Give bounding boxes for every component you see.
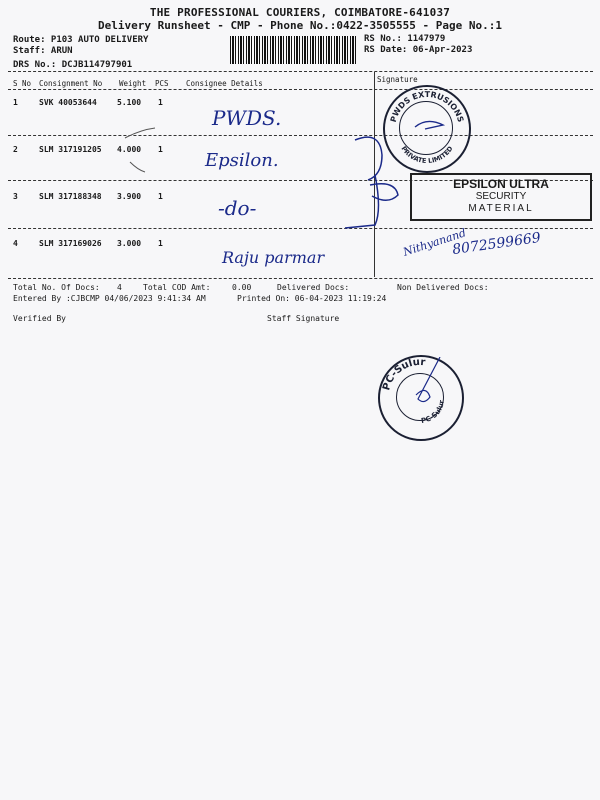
row3-sno: 3 xyxy=(13,192,18,201)
svg-text:PC-Sulur: PC-Sulur xyxy=(381,357,426,392)
route-label: Route: P103 AUTO DELIVERY xyxy=(13,35,149,45)
delivered-docs: Delivered Docs: xyxy=(277,283,350,292)
svg-text:PWDS EXTRUSIONS: PWDS EXTRUSIONS xyxy=(388,89,466,124)
table-top-rule xyxy=(8,71,593,72)
non-delivered-docs: Non Delivered Docs: xyxy=(397,283,489,292)
cod-value: 0.00 xyxy=(232,283,252,292)
printed-on: Printed On: 06-04-2023 11:19:24 xyxy=(237,294,387,303)
total-docs-label: Total No. Of Docs: xyxy=(13,283,100,292)
staff-label: Staff: ARUN xyxy=(13,46,73,56)
svg-text:PC-Sulur: PC-Sulur xyxy=(420,399,446,426)
col-weight: Weight xyxy=(119,79,147,88)
row4-weight: 3.000 xyxy=(117,239,142,248)
row1-pcs: 1 xyxy=(158,98,163,107)
row2-pcs: 1 xyxy=(158,145,163,154)
barcode xyxy=(230,36,358,64)
row4-consignment: SLM 317169026 xyxy=(39,239,102,248)
row1-weight: 5.100 xyxy=(117,98,142,107)
row1-sno: 1 xyxy=(13,98,18,107)
staff-signature-label: Staff Signature xyxy=(267,314,340,323)
row4-signature-phone: 8072599669 xyxy=(451,229,542,259)
svg-text:PRIVATE LIMITED: PRIVATE LIMITED xyxy=(399,144,455,166)
entered-by: Entered By :CJBCMP 04/06/2023 9:41:34 AM xyxy=(13,294,206,303)
row4-pcs: 1 xyxy=(158,239,163,248)
verified-by: Verified By xyxy=(13,314,66,323)
row2-consignee-handwriting: Epsilon. xyxy=(205,150,279,171)
row1-consignment: SVK 40053644 xyxy=(39,98,97,107)
row2-weight: 4.000 xyxy=(117,145,142,154)
row4-sno: 4 xyxy=(13,239,18,248)
epsilon-stamp-line1: EPSILON ULTRA xyxy=(453,177,549,191)
col-consignment: Consignment No xyxy=(39,79,103,88)
col-sno: S No xyxy=(13,79,32,88)
cod-label: Total COD Amt: xyxy=(143,283,211,292)
row1-consignee-handwriting: PWDS. xyxy=(212,106,282,130)
row3-weight: 3.900 xyxy=(117,192,142,201)
row2-sno: 2 xyxy=(13,145,18,154)
epsilon-stamp-line2: SECURITY xyxy=(475,191,527,202)
table-bottom-rule xyxy=(8,278,593,279)
col-pcs: PCS xyxy=(155,79,169,88)
pen-strokes xyxy=(120,100,420,270)
drs-number: DRS No.: DCJB114797901 xyxy=(13,60,133,70)
row3-consignee-handwriting: -do- xyxy=(218,196,257,220)
header-rule xyxy=(8,89,593,90)
rs-date: RS Date: 06-Apr-2023 xyxy=(364,45,473,55)
epsilon-stamp-line3: MATERIAL xyxy=(468,203,534,214)
runsheet-subtitle: Delivery Runsheet - CMP - Phone No.:0422-3505555 - Page No.:1 xyxy=(98,19,502,32)
row3-pcs: 1 xyxy=(158,192,163,201)
total-docs-value: 4 xyxy=(117,283,122,292)
col-consignee: Consignee Details xyxy=(186,79,263,88)
epsilon-company-stamp xyxy=(410,173,592,221)
row2-consignment: SLM 317191205 xyxy=(39,145,102,154)
company-title: THE PROFESSIONAL COURIERS, COIMBATORE-641037 xyxy=(149,6,451,19)
rs-number: RS No.: 1147979 xyxy=(364,34,446,44)
row4-signature-name: Nithyanand xyxy=(401,226,468,259)
pc-sulur-seal xyxy=(378,355,464,441)
col-signature: Signature xyxy=(377,75,418,84)
pwds-company-seal xyxy=(383,85,471,173)
row4-consignee-handwriting: Raju parmar xyxy=(222,248,325,267)
row3-consignment: SLM 317188348 xyxy=(39,192,102,201)
